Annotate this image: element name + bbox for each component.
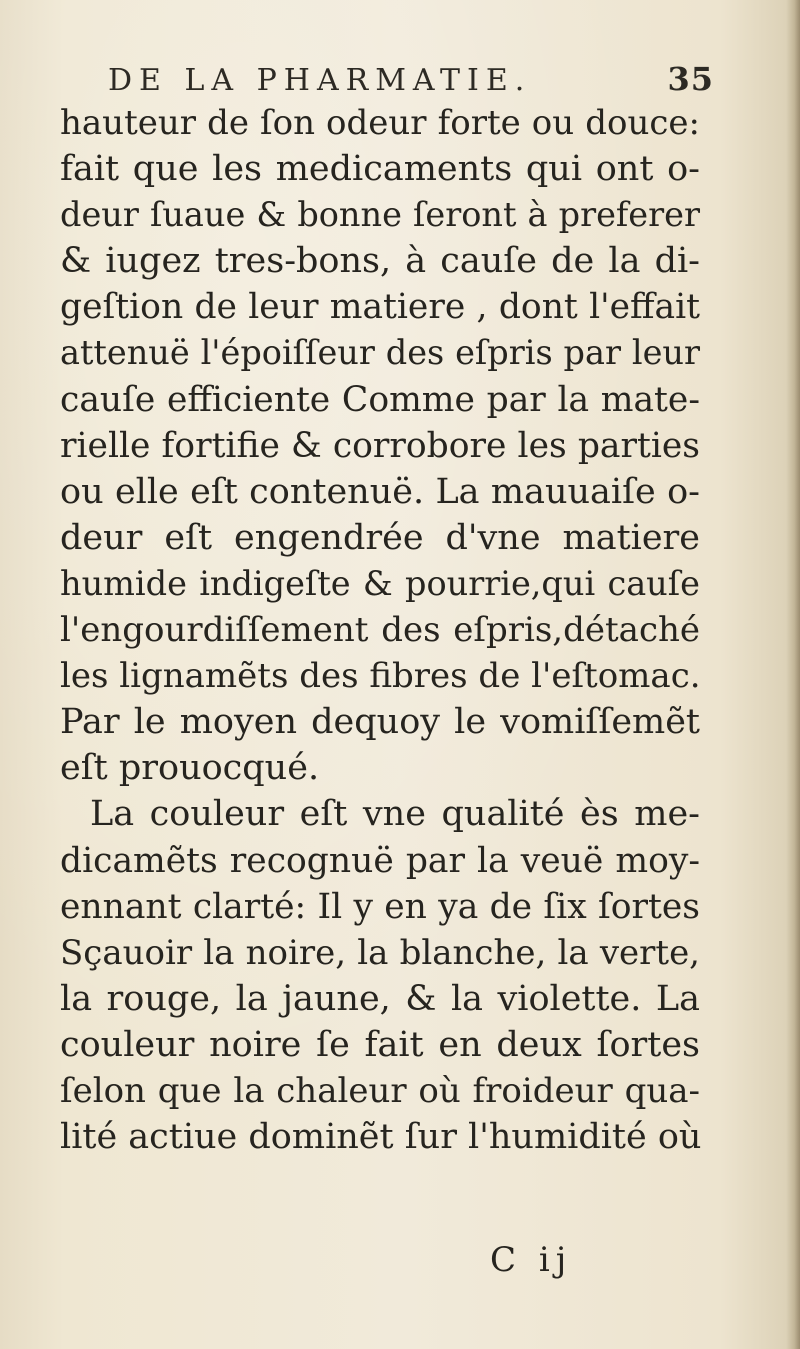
text-line: ou elle eſt contenuë. La mauuaiſe o- (60, 471, 700, 512)
text-line: geſtion de leur matiere , dont l'effait (60, 287, 700, 328)
text-line: attenuë l'époiſſeur des eſpris par leur (60, 333, 700, 373)
text-line: ſelon que la chaleur où froideur qua- (60, 1070, 700, 1111)
text-line: eſt prouocqué. (60, 748, 320, 789)
text-line: Sçauoir la noire, la blanche, la verte, (60, 932, 700, 973)
text-line: & iugez tres-bons, à cauſe de la di- (60, 241, 700, 282)
text-line: les lignamẽts des fibres de l'eſtomac. (60, 656, 701, 697)
text-line: cauſe efficiente Comme par la mate- (60, 379, 700, 420)
page-number: 35 (667, 60, 714, 98)
text-line: deur ſuaue & bonne ſeront à preferer (60, 195, 700, 235)
text-line: l'engourdiſſement des eſpris,détaché (60, 610, 700, 651)
text-line: rielle fortifie & corrobore les parties (60, 425, 700, 466)
text-line: la rouge, la jaune, & la violette. La (60, 978, 700, 1019)
text-line: hauteur de ſon odeur forte ou douce: (60, 103, 700, 143)
running-title: DE LA PHARMATIE. (108, 63, 532, 98)
page-header (108, 58, 714, 98)
body-text (60, 100, 700, 1160)
text-line: Par le moyen dequoy le vomiſſemẽt (60, 702, 700, 743)
text-line: ennant clarté: Il y en ya de ſix ſortes (60, 886, 700, 927)
signature-mark: C ij (490, 1240, 573, 1280)
text-line: deur eſt engendrée d'vne matiere (60, 517, 700, 558)
text-line: lité actiue dominẽt ſur l'humidité où (60, 1117, 702, 1158)
text-line: couleur noire ſe fait en deux ſortes (60, 1024, 700, 1065)
page-edge-shadow (786, 0, 800, 1349)
text-line: fait que les medicaments qui ont o- (60, 149, 700, 190)
text-line: dicamẽts recognuë par la veuë moy- (60, 840, 700, 881)
text-line: humide indigeſte & pourrie,qui cauſe (60, 563, 700, 603)
text-line: La couleur eſt vne qualité ès me- (90, 794, 700, 835)
